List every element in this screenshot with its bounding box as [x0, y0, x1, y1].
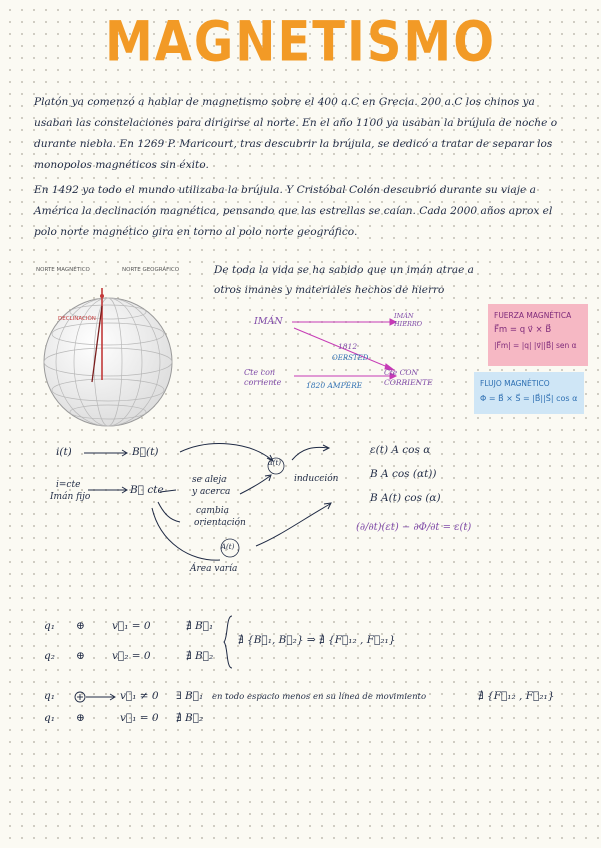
box-magnetic-flux — [474, 372, 584, 414]
label-iman-fijo: Imán fijo — [50, 492, 91, 502]
label-oersted: OERSTED — [332, 354, 369, 362]
row2-v: v⃗₂ = 0 — [112, 650, 151, 662]
globe-label-magnetic-north: NORTE MAGNÉTICO — [36, 267, 90, 273]
intro-line-1: De toda la vida se ha sabido que un imán atrae a — [214, 264, 474, 276]
label-area-varia: Área varía — [190, 564, 238, 574]
row3-v: v⃗₁ ≠ 0 — [120, 690, 159, 702]
box-force-line-2: |F⃗m| = |q| |v⃗||B⃗| sen α — [494, 341, 577, 350]
label-year-1812: 1812 — [338, 342, 358, 351]
curly-brace — [222, 614, 236, 670]
box-flux-title: FLUJO MAGNÉTICO — [480, 379, 550, 388]
row1-symbol: ⊕ — [76, 620, 85, 632]
row4-v: v⃗₁ = 0 — [120, 712, 159, 724]
row1-q: q₁ — [44, 620, 55, 632]
equation-4: (∂/∂t)(εt) − ∂Φ/∂t = ε(t) — [356, 522, 472, 533]
row2-symbol: ⊕ — [76, 650, 85, 662]
label-cte-con-corriente-2: CORRIENTE — [384, 378, 433, 387]
label-iman-hierro — [394, 312, 422, 328]
globe-label-geographic-north: NORTE GEOGRÁFICO — [122, 267, 180, 273]
label-alpha-t: α(t) — [268, 459, 282, 467]
globe-illustration — [30, 262, 190, 430]
equation-2: B A cos (αt)) — [370, 468, 437, 480]
label-cambia: cambia — [196, 506, 229, 516]
row3-q: q₁ — [44, 690, 55, 702]
label-iman: IMÁN — [254, 316, 283, 327]
label-cte-corriente-1: Cte con — [244, 368, 276, 377]
paragraph-history-1: Platón ya comenzó a hablar de magnetismo sobre el 400 a.C en Grecia. 200 a.C los chinos ya usaban las constelaciones para dirigirse al norte. En el año 1100 ya usaban la brújula de noche o durante niebla. En 1269 P. Maricourt, tras descubrir la brújula, se dedicó a tratar de separar los monopolos magnéticos sin éxito. — [34, 96, 558, 171]
brace-statement: ∄ {B⃗₁, B⃗₂} ⇒ ∄ {F⃗₁₂ , F⃗₂₁} — [238, 634, 396, 646]
label-iman-hierro-2: HIERRO — [394, 320, 423, 328]
row2-q: q₂ — [44, 650, 55, 662]
label-ampere: 1820 AMPÈRE — [306, 381, 363, 390]
page-title: MAGNETISMO — [104, 9, 496, 75]
intro-line-2: otros imanes y materiales hechos de hierro — [214, 284, 445, 296]
row1-v: v⃗₁ = 0 — [112, 620, 151, 632]
equation-1: ε(t) A cos α — [370, 444, 431, 456]
paragraph-history-2: En 1492 ya todo el mundo utilizaba la brújula. Y Cristóbal Colón descubrió durante su viaje a América la declinación magnética, pensando que las estrellas se caían. Cada 2000 años aprox el polo norte magnético gira en torno al polo norte geográfico. — [34, 184, 553, 238]
label-induccion: inducción — [294, 474, 339, 484]
box-force-line-1: F⃗m = q v⃗ × B⃗ — [494, 325, 552, 335]
label-i-t: i(t) — [56, 446, 72, 458]
row2-b: ∄ B⃗₂ — [186, 650, 214, 662]
row3-f: ∄ {F⃗₁₂ , F⃗₂₁} — [478, 690, 555, 702]
box-flux-line-1: Φ = B⃗ × S⃗ = |B⃗||S⃗| cos α — [480, 394, 578, 403]
box-magnetic-force — [488, 304, 588, 366]
row1-b: ∄ B⃗₁ — [186, 620, 214, 632]
induction-arrows — [40, 438, 340, 578]
label-b-t: B⃗(t) — [132, 446, 159, 458]
row3-note: en todo espacio menos en su línea de movimiento — [212, 692, 427, 702]
label-orientacion: orientación — [194, 518, 246, 528]
label-cte-con-corriente-1: Cte CON — [384, 368, 419, 377]
label-big-a-t: A(t) — [221, 543, 235, 551]
label-cte-corriente — [244, 368, 281, 388]
equation-3: B A(t) cos (α) — [370, 492, 441, 504]
row3-b: ∃ B⃗₁ — [176, 690, 204, 702]
label-cte-corriente-2: corriente — [244, 378, 282, 387]
label-iman-hierro-1: IMÁN — [394, 312, 414, 320]
row3-charge-arrow — [74, 690, 124, 704]
label-i-cte: i=cte — [56, 480, 81, 490]
label-cte-con-corriente — [384, 368, 433, 388]
label-se-aleja: se aleja — [192, 475, 227, 485]
row4-b: ∄ B⃗₂ — [176, 712, 204, 724]
globe-label-declination: DECLINACIÓN — [58, 316, 96, 322]
row4-symbol: ⊕ — [76, 712, 85, 724]
box-force-title: FUERZA MAGNÉTICA — [494, 311, 572, 320]
label-y-acerca: y acerca — [192, 487, 231, 497]
label-b-cte: B⃗ cte — [130, 484, 164, 496]
row4-q: q₁ — [44, 712, 55, 724]
